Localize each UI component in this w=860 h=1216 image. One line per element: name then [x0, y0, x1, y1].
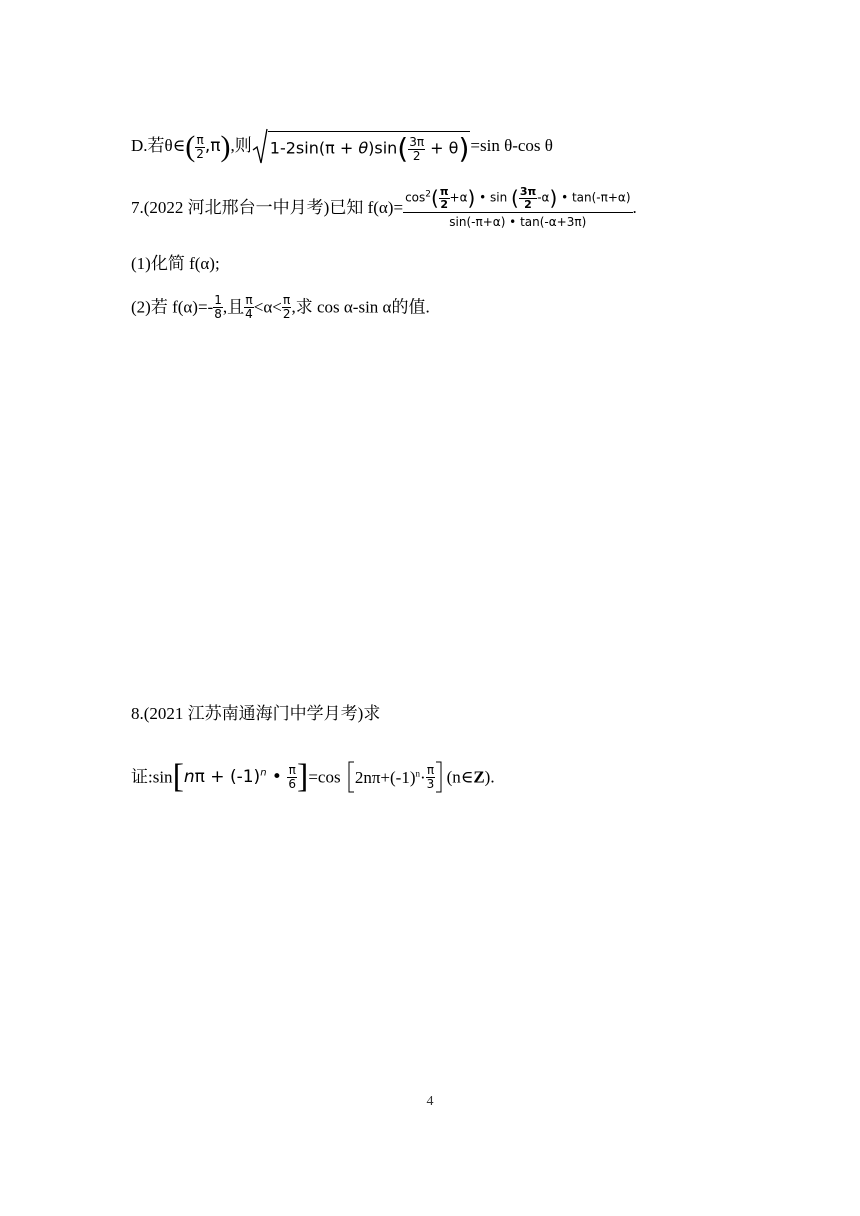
sqrt-expression: 1-2sin(π + θ)sin( $\frac{3\pi}{2}$ + θ) — [252, 128, 471, 166]
q7-part-2: (2)若 f(α)=- $\frac{1}{8}$ ,且 $\frac{\pi}{4}$ <α< $\frac{\pi}{2}$ ,求 cos α-sin α的值. — [131, 293, 430, 321]
option-d-rhs: =sin θ-cos θ — [470, 135, 553, 155]
right-bracket: ] — [297, 758, 309, 795]
q7-stem: 7.(2022 河北邢台一中月考)已知 f(α)= — [131, 197, 404, 217]
question-7: 7.(2022 河北邢台一中月考)已知 f(α)= $\cos^2$( $\frac{\pi}{2}$ +α) • sin ( $\frac{3\pi}{2}$ -α) • tan(-π+α) sin(-π+α) • tan(-α+3π) . — [131, 185, 637, 230]
q7-numerator: $\cos^2$( $\frac{\pi}{2}$ +α) • sin ( $\frac{3\pi}{2}$ -α) • tan(-π+α) — [403, 186, 632, 213]
fraction-1-over-8: $\frac{1}{8}$ — [214, 293, 222, 321]
q7-part-1: (1)化简 f(α); — [131, 254, 220, 273]
left-paren: ( — [185, 130, 196, 163]
left-bracket-icon — [348, 761, 355, 793]
q8-proof: 证:sin[nπ + $(-1)^n$ • $\frac{\pi}{6}$ ]=cos $2n\pi+(-1)^n\cdot$ $\frac{\pi}{3}$ (n∈Z). — [131, 758, 495, 795]
radical-sign-icon — [252, 128, 268, 166]
fraction-pi-over-4: $\frac{\pi}{4}$ — [245, 293, 253, 321]
q7-denominator: sin(-π+α) • tan(-α+3π) — [449, 215, 587, 230]
then-text: ,则 — [230, 135, 252, 155]
question-8: 8.(2021 江苏南通海门中学月考)求 — [131, 704, 381, 723]
right-paren: ) — [220, 130, 231, 163]
option-d — [131, 128, 553, 166]
fraction-pi-over-3: $\frac{\pi}{3}$ — [426, 762, 435, 791]
option-d-label: D.若θ∈ — [131, 135, 186, 155]
fraction-pi-over-2: $\frac{\pi}{2}$ — [196, 132, 204, 161]
fraction-pi-over-6: $\frac{\pi}{6}$ — [288, 762, 297, 791]
q7-main-fraction — [403, 186, 632, 229]
left-bracket: [ — [172, 758, 184, 795]
interval-end: ,π — [204, 135, 221, 156]
page-number: 4 — [426, 1094, 434, 1109]
fraction-pi-over-2: $\frac{\pi}{2}$ — [282, 293, 291, 321]
fraction-3pi-over-2: $\frac{3\pi}{2}$ — [409, 134, 425, 163]
